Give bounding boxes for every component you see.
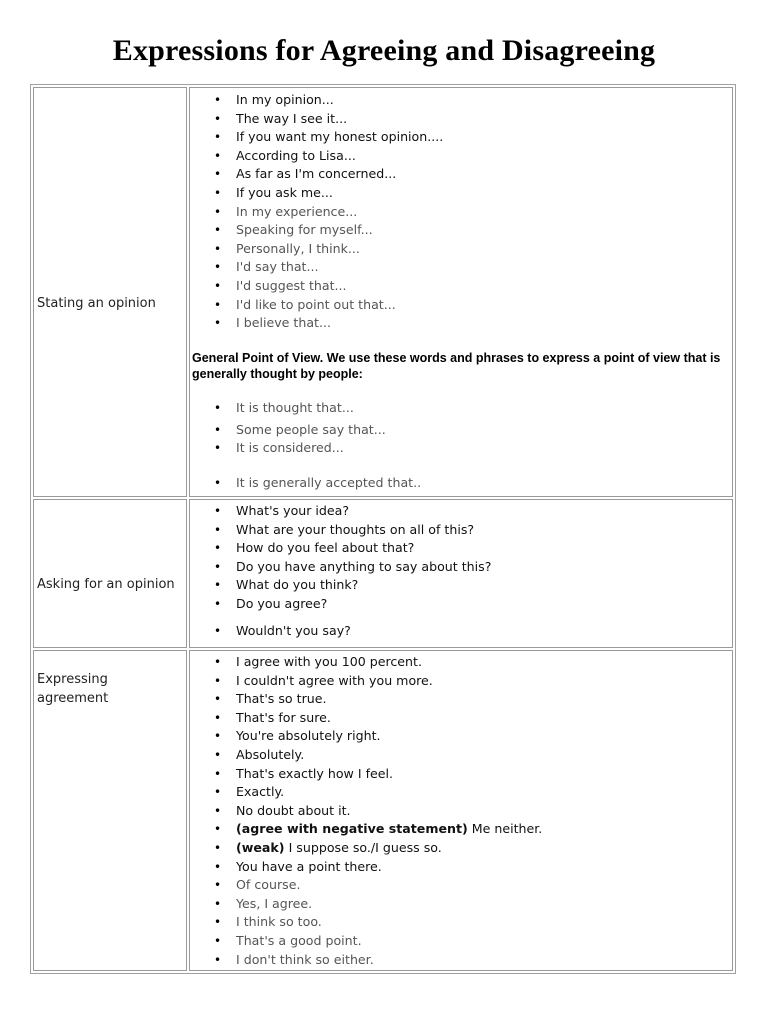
- table-row: [33, 650, 733, 971]
- list-item: • Speaking for myself...: [190, 221, 732, 240]
- row-label-cell: [33, 650, 187, 971]
- list-item: • In my experience...: [190, 203, 732, 222]
- qualifier-label: (weak): [236, 839, 285, 855]
- general-point-of-view-heading: General Point of View. We use these words and phrases to express a point of view that is generally thought by people:: [192, 351, 721, 381]
- list-item: • I believe that...: [190, 314, 732, 333]
- list-item: • Personally, I think...: [190, 240, 732, 259]
- list-item: • That's exactly how I feel.: [190, 765, 732, 784]
- list-item: • What's your idea?: [190, 502, 732, 521]
- list-item: • No doubt about it.: [190, 802, 732, 821]
- list-item: • In my opinion...: [190, 91, 732, 110]
- list-item: • Do you agree?: [190, 595, 732, 614]
- row-content-cell: [189, 650, 733, 971]
- qualifier-label: (agree with negative statement): [236, 821, 468, 837]
- list-item: • The way I see it...: [190, 110, 732, 129]
- general-view-list: [190, 399, 732, 492]
- list-item: • I'd say that...: [190, 258, 732, 277]
- list-item: • That's for sure.: [190, 709, 732, 728]
- asking-list: [190, 502, 732, 640]
- row-label: Stating an opinion: [37, 296, 156, 311]
- list-item: • How do you feel about that?: [190, 539, 732, 558]
- list-item: • What are your thoughts on all of this?: [190, 521, 732, 540]
- list-item: • I don't think so either.: [190, 951, 732, 970]
- row-label-cell: [33, 499, 187, 648]
- list-item: • Of course.: [190, 876, 732, 895]
- row-label: Asking for an opinion: [37, 577, 175, 592]
- list-item: • I'd like to point out that...: [190, 296, 732, 315]
- list-item: • If you want my honest opinion....: [190, 128, 732, 147]
- list-item: • What do you think?: [190, 576, 732, 595]
- table-row: [33, 499, 733, 648]
- list-item: • If you ask me...: [190, 184, 732, 203]
- list-item: • You have a point there.: [190, 858, 732, 877]
- row-label: Expressing agreement: [37, 672, 109, 706]
- list-item: [190, 820, 732, 839]
- row-label-cell: [33, 87, 187, 497]
- list-item: • It is thought that...: [190, 399, 732, 418]
- list-item: [190, 839, 732, 858]
- list-item: • That's a good point.: [190, 932, 732, 951]
- row-content-cell: [189, 499, 733, 648]
- list-item: • Yes, I agree.: [190, 895, 732, 914]
- list-item: • That's so true.: [190, 690, 732, 709]
- list-item: • I agree with you 100 percent.: [190, 653, 732, 672]
- list-item: • Do you have anything to say about this?: [190, 558, 732, 577]
- list-item: • I think so too.: [190, 913, 732, 932]
- opinion-list: [190, 91, 732, 333]
- page-title: Expressions for Agreeing and Disagreeing: [112, 34, 656, 67]
- list-item: • You're absolutely right.: [190, 727, 732, 746]
- list-item: • Wouldn't you say?: [190, 622, 732, 641]
- list-item: • Exactly.: [190, 783, 732, 802]
- list-item: • I'd suggest that...: [190, 277, 732, 296]
- table-row: [33, 87, 733, 497]
- expressions-table: [30, 84, 736, 974]
- list-item: • Absolutely.: [190, 746, 732, 765]
- list-item: • It is considered...: [190, 439, 732, 458]
- list-item: • According to Lisa...: [190, 147, 732, 166]
- item-text: Me neither.: [471, 821, 543, 837]
- list-item: • As far as I'm concerned...: [190, 165, 732, 184]
- list-item: • I couldn't agree with you more.: [190, 672, 732, 691]
- row-content-cell: [189, 87, 733, 497]
- item-text: I suppose so./I guess so.: [288, 839, 442, 855]
- agreement-list: [190, 653, 732, 969]
- list-item: • Some people say that...: [190, 421, 732, 440]
- list-item: • It is generally accepted that..: [190, 474, 732, 493]
